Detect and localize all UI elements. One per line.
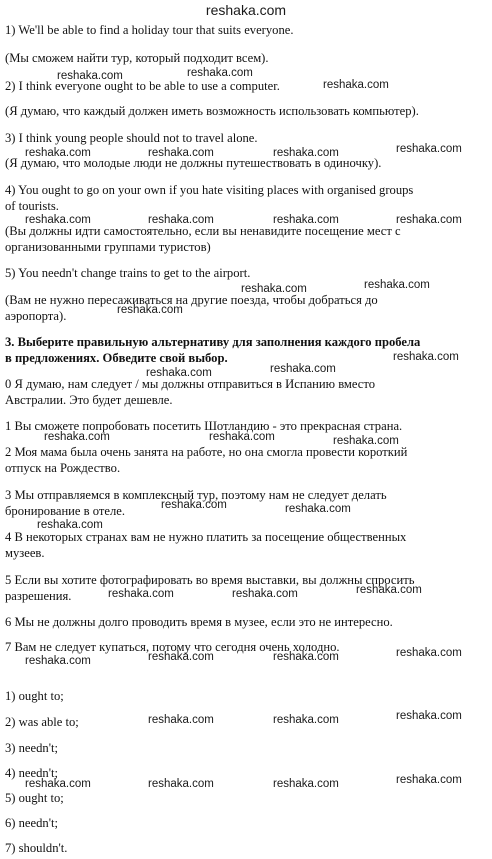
watermark: reshaka.com [396, 710, 462, 722]
text-line: 2 Моя мама была очень занята на работе, но она смогла провести короткий [5, 445, 408, 459]
watermark: reshaka.com [57, 70, 123, 82]
text-line: 3) I think young people should not to travel alone. [5, 131, 258, 145]
text-line: 4 В некоторых странах вам не нужно платить за посещение общественных [5, 530, 407, 544]
text-line: аэропорта). [5, 309, 67, 323]
text-line: 4) You ought to go on your own if you hate visiting places with organised groups [5, 183, 414, 197]
section-heading: 3. Выберите правильную альтернативу для заполнения каждого пробела [5, 335, 421, 349]
text-line: отпуск на Рождество. [5, 461, 121, 475]
text-line: разрешения. [5, 589, 72, 603]
site-watermark-header: reshaka.com [205, 2, 287, 18]
watermark: reshaka.com [396, 143, 462, 155]
watermark: reshaka.com [273, 778, 339, 790]
watermark: reshaka.com [333, 435, 399, 447]
watermark: reshaka.com [146, 367, 212, 379]
text-line: (Я думаю, что молодые люди не должны путешествовать в одиночку). [5, 156, 382, 170]
watermark: reshaka.com [25, 778, 91, 790]
watermark: reshaka.com [148, 651, 214, 663]
watermark: reshaka.com [148, 778, 214, 790]
text-line: (Я думаю, что каждый должен иметь возможность использовать компьютер). [5, 104, 419, 118]
section-heading: в предложениях. Обведите свой выбор. [5, 351, 228, 365]
watermark: reshaka.com [161, 499, 227, 511]
watermark: reshaka.com [108, 588, 174, 600]
watermark: reshaka.com [25, 147, 91, 159]
watermark: reshaka.com [364, 279, 430, 291]
watermark: reshaka.com [117, 304, 183, 316]
text-line: of tourists. [5, 199, 59, 213]
watermark: reshaka.com [393, 351, 459, 363]
text-line: (Мы сможем найти тур, который подходит всем). [5, 51, 269, 65]
answer-line: 1) ought to; [5, 689, 64, 703]
watermark: reshaka.com [209, 431, 275, 443]
watermark: reshaka.com [273, 714, 339, 726]
answer-line: 3) needn't; [5, 741, 58, 755]
watermark: reshaka.com [273, 214, 339, 226]
text-line: 0 Я думаю, нам следует / мы должны отправиться в Испанию вместо [5, 377, 376, 391]
text-line: (Вам не нужно пересаживаться на другие поезда, чтобы добраться до [5, 293, 378, 307]
watermark: reshaka.com [44, 431, 110, 443]
watermark: reshaka.com [270, 363, 336, 375]
watermark: reshaka.com [396, 774, 462, 786]
watermark: reshaka.com [396, 647, 462, 659]
answer-line: 2) was able to; [5, 715, 79, 729]
watermark: reshaka.com [323, 79, 389, 91]
text-line: музеев. [5, 546, 45, 560]
text-line: бронирование в отеле. [5, 504, 126, 518]
watermark: reshaka.com [396, 214, 462, 226]
text-line: 3 Мы отправляемся в комплексный тур, поэтому нам не следует делать [5, 488, 387, 502]
watermark: reshaka.com [37, 519, 103, 531]
text-line: 5 Если вы хотите фотографировать во время выставки, вы должны спросить [5, 573, 415, 587]
watermark: reshaka.com [148, 214, 214, 226]
watermark: reshaka.com [273, 147, 339, 159]
watermark: reshaka.com [232, 588, 298, 600]
text-line: 1) We'll be able to find a holiday tour that suits everyone. [5, 23, 294, 37]
text-line: организованными группами туристов) [5, 240, 211, 254]
answer-line: 4) needn't; [5, 766, 58, 780]
watermark: reshaka.com [187, 67, 253, 79]
watermark: reshaka.com [241, 283, 307, 295]
watermark: reshaka.com [25, 214, 91, 226]
watermark: reshaka.com [25, 655, 91, 667]
answer-line: 5) ought to; [5, 791, 64, 805]
text-line: 2) I think everyone ought to be able to use a computer. [5, 79, 280, 93]
text-line: Австралии. Это будет дешевле. [5, 393, 173, 407]
watermark: reshaka.com [148, 714, 214, 726]
watermark: reshaka.com [356, 584, 422, 596]
text-line: (Вы должны идти самостоятельно, если вы ненавидите посещение мест с [5, 224, 401, 238]
watermark: reshaka.com [148, 147, 214, 159]
watermark: reshaka.com [273, 651, 339, 663]
text-line: 1 Вы сможете попробовать посетить Шотландию - это прекрасная страна. [5, 419, 403, 433]
text-line: 6 Мы не должны долго проводить время в музее, если это не интересно. [5, 615, 393, 629]
watermark: reshaka.com [285, 503, 351, 515]
answer-line: 6) needn't; [5, 816, 58, 830]
text-line: 7 Вам не следует купаться, потому что сегодня очень холодно. [5, 640, 340, 654]
text-line: 5) You needn't change trains to get to the airport. [5, 266, 251, 280]
answer-line: 7) shouldn't. [5, 841, 68, 855]
